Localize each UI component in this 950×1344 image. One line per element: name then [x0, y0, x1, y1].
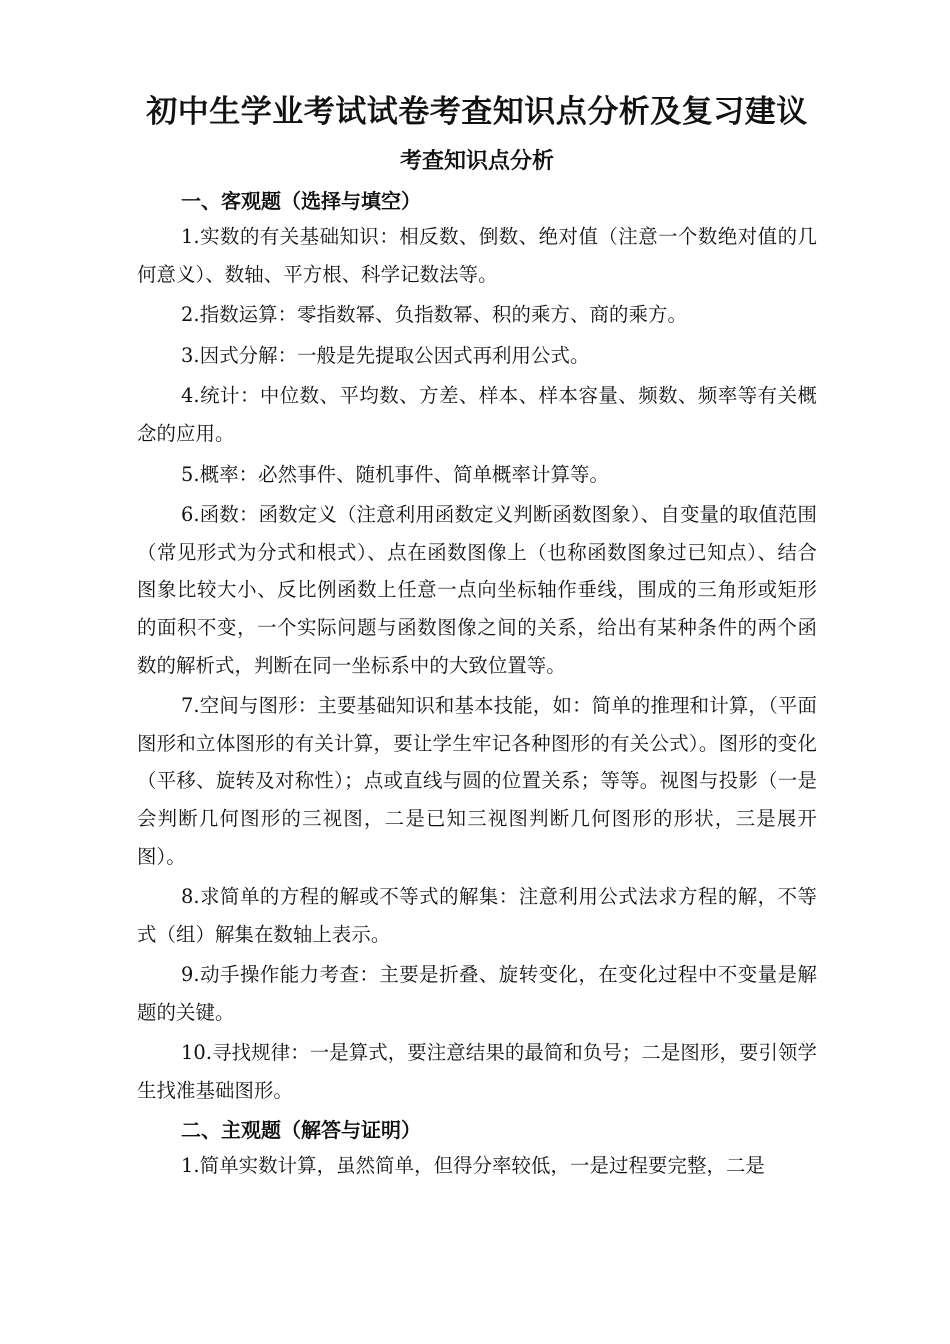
paragraph-item: 3.因式分解：一般是先提取公因式再利用公式。 — [181, 343, 590, 367]
paragraph-item: 5.概率：必然事件、随机事件、简单概率计算等。 — [181, 462, 610, 486]
paragraph-item: 2.指数运算：零指数幂、负指数幂、积的乘方、商的乘方。 — [181, 303, 687, 327]
section-heading-subjective: 二、主观题（解答与证明） — [181, 1117, 421, 1142]
paragraph-item: 6.函数：函数定义（注意利用函数定义判断函数图象）、自变量的取值范围（常见形式为分式和根式）、点在函数图像上（也称函数图象过已知点）、结合图象比较大小、反比例函数上任意一点向坐标轴作垂线，围成的三角形或矩形的面积不变，一个实际问题与函数图像之间的关系，给出有某种条件的两个函数的解析式，判断在同一坐标系中的大致位置等。 — [137, 503, 817, 677]
document-page — [137, 90, 817, 1187]
paragraph-item: 1.简单实数计算，虽然简单，但得分率较低，一是过程要完整，二是 — [181, 1153, 765, 1177]
document-subtitle: 考查知识点分析 — [399, 148, 554, 174]
paragraph-item: 1.实数的有关基础知识：相反数、倒数、绝对值（注意一个数绝对值的几何意义）、数轴、平方根、科学记数法等。 — [137, 225, 817, 286]
document-title: 初中生学业考试试卷考查知识点分析及复习建议 — [146, 94, 808, 130]
paragraph-item: 4.统计：中位数、平均数、方差、样本、样本容量、频数、频率等有关概念的应用。 — [137, 384, 817, 445]
paragraph-item: 9.动手操作能力考查：主要是折叠、旋转变化，在变化过程中不变量是解题的关键。 — [137, 963, 817, 1024]
section-heading-objective: 一、客观题（选择与填空） — [181, 189, 421, 213]
paragraph-item: 10.寻找规律：一是算式，要注意结果的最简和负号；二是图形，要引领学生找准基础图形。 — [137, 1041, 817, 1103]
paragraph-item: 7.空间与图形：主要基础知识和基本技能，如：简单的推理和计算，（平面图形和立体图形的有关计算，要让学生牢记各种图形的有关公式）。图形的变化（平移、旋转及对称性）；点或直线与圆的位置关系；等等。视图与投影（一是会判断几何图形的三视图，二是已知三视图判断几何图形的形状，三是展开图）。 — [137, 694, 817, 868]
paragraph-item: 8.求简单的方程的解或不等式的解集：注意利用公式法求方程的解，不等式（组）解集在数轴上表示。 — [137, 885, 817, 946]
